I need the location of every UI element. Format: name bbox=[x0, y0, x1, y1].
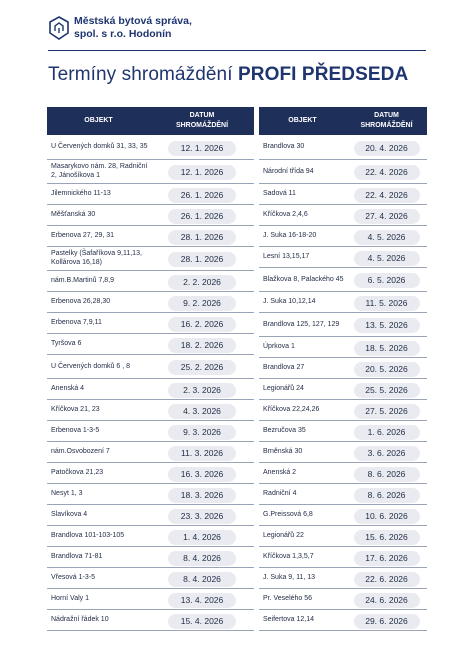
column-header-date: DATUM SHROMÁŽDĚNÍ bbox=[346, 107, 427, 135]
table-row bbox=[47, 159, 254, 183]
title-bold: PROFI PŘEDSEDA bbox=[237, 64, 409, 85]
table-row bbox=[259, 246, 427, 267]
date-cell bbox=[346, 525, 427, 546]
date-cell bbox=[150, 462, 254, 483]
date-badge: 8. 6. 2026 bbox=[354, 488, 420, 503]
date-badge: 12. 1. 2026 bbox=[168, 141, 236, 156]
object-cell: Slavíkova 4 bbox=[47, 504, 150, 525]
object-cell: nám.B.Martinů 7,8,9 bbox=[47, 270, 150, 291]
object-cell: Legionářů 22 bbox=[259, 525, 346, 546]
date-cell bbox=[346, 225, 427, 246]
date-cell bbox=[346, 267, 427, 291]
date-badge: 9. 3. 2026 bbox=[168, 425, 236, 440]
table-row bbox=[47, 333, 254, 354]
object-cell: Erbenova 1-3-5 bbox=[47, 420, 150, 441]
object-cell: Brandlova 27 bbox=[259, 357, 346, 378]
table-row bbox=[47, 225, 254, 246]
object-cell: Nesyt 1, 3 bbox=[47, 483, 150, 504]
date-badge: 2. 2. 2026 bbox=[168, 275, 236, 290]
date-badge: 23. 3. 2026 bbox=[168, 509, 236, 524]
date-cell bbox=[346, 204, 427, 225]
table-row bbox=[259, 420, 427, 441]
date-cell bbox=[150, 225, 254, 246]
table-row bbox=[47, 567, 254, 588]
logo-icon bbox=[48, 16, 70, 40]
object-cell: G.Preissová 6,8 bbox=[259, 504, 346, 525]
object-cell: Bezručova 35 bbox=[259, 420, 346, 441]
object-cell: Pr. Veselého 56 bbox=[259, 588, 346, 609]
date-badge: 1. 6. 2026 bbox=[354, 425, 420, 440]
date-cell bbox=[150, 588, 254, 609]
object-cell: Brandlova 101-103-105 bbox=[47, 525, 150, 546]
date-badge: 3. 6. 2026 bbox=[354, 446, 420, 461]
date-cell bbox=[346, 135, 427, 159]
object-cell: Sadová 11 bbox=[259, 183, 346, 204]
table-row bbox=[47, 183, 254, 204]
table-row bbox=[259, 204, 427, 225]
date-badge: 8. 6. 2026 bbox=[354, 467, 420, 482]
table-row bbox=[259, 483, 427, 504]
date-badge: 27. 4. 2026 bbox=[354, 209, 420, 224]
schedule-rows-right bbox=[259, 135, 427, 630]
column-header-date: DATUM SHROMÁŽDĚNÍ bbox=[150, 107, 254, 135]
object-cell: Národní třída 94 bbox=[259, 159, 346, 183]
object-cell: U Červených domků 6 , 8 bbox=[47, 354, 150, 378]
date-cell bbox=[150, 609, 254, 630]
table-row bbox=[259, 336, 427, 357]
object-cell: Brandlova 30 bbox=[259, 135, 346, 159]
date-cell bbox=[150, 441, 254, 462]
page-title bbox=[48, 64, 408, 86]
date-badge: 27. 5. 2026 bbox=[354, 404, 420, 419]
organization-name bbox=[74, 15, 192, 41]
date-cell bbox=[346, 159, 427, 183]
date-cell bbox=[150, 333, 254, 354]
table-row bbox=[259, 225, 427, 246]
table-row bbox=[259, 567, 427, 588]
date-cell bbox=[346, 462, 427, 483]
date-cell bbox=[346, 399, 427, 420]
date-badge: 26. 1. 2026 bbox=[168, 209, 236, 224]
date-badge: 18. 2. 2026 bbox=[168, 338, 236, 353]
table-row bbox=[47, 441, 254, 462]
table-row bbox=[259, 183, 427, 204]
object-cell: Seifertova 12,14 bbox=[259, 609, 346, 630]
date-cell bbox=[150, 312, 254, 333]
table-row bbox=[47, 291, 254, 312]
date-badge: 10. 6. 2026 bbox=[354, 509, 420, 524]
date-cell bbox=[150, 504, 254, 525]
table-row bbox=[47, 399, 254, 420]
date-cell bbox=[346, 183, 427, 204]
date-cell bbox=[346, 588, 427, 609]
object-cell: Kříčkova 2,4,6 bbox=[259, 204, 346, 225]
table-row bbox=[259, 609, 427, 630]
date-cell bbox=[150, 525, 254, 546]
table-row bbox=[47, 525, 254, 546]
date-badge: 18. 5. 2026 bbox=[354, 341, 420, 356]
date-cell bbox=[150, 135, 254, 159]
table-row bbox=[47, 546, 254, 567]
table-row bbox=[47, 378, 254, 399]
object-cell: Masarykovo nám. 28, Radniční 2, Jánošíkova 1 bbox=[47, 159, 150, 183]
org-line-2: spol. s r.o. Hodonín bbox=[74, 28, 172, 40]
object-cell: Brandlova 71-81 bbox=[47, 546, 150, 567]
date-badge: 4. 3. 2026 bbox=[168, 404, 236, 419]
date-cell bbox=[150, 270, 254, 291]
table-row bbox=[259, 525, 427, 546]
title-prefix: Termíny shromáždění bbox=[48, 64, 233, 85]
header-divider bbox=[48, 50, 426, 51]
date-badge: 25. 2. 2026 bbox=[168, 360, 236, 375]
date-badge: 8. 4. 2026 bbox=[168, 572, 236, 587]
table-row bbox=[47, 504, 254, 525]
date-cell bbox=[150, 291, 254, 312]
object-cell: Kříčkova 21, 23 bbox=[47, 399, 150, 420]
object-cell: Kříčkova 1,3,5,7 bbox=[259, 546, 346, 567]
date-badge: 25. 5. 2026 bbox=[354, 383, 420, 398]
date-cell bbox=[150, 204, 254, 225]
table-row bbox=[259, 135, 427, 159]
table-row bbox=[47, 204, 254, 225]
table-row bbox=[259, 378, 427, 399]
date-cell bbox=[346, 246, 427, 267]
table-row bbox=[259, 546, 427, 567]
date-badge: 16. 2. 2026 bbox=[168, 317, 236, 332]
table-row bbox=[259, 312, 427, 336]
object-cell: Erbenova 27, 29, 31 bbox=[47, 225, 150, 246]
date-badge: 20. 5. 2026 bbox=[354, 362, 420, 377]
date-badge: 9. 2. 2026 bbox=[168, 296, 236, 311]
object-cell: Lesní 13,15,17 bbox=[259, 246, 346, 267]
date-cell bbox=[150, 159, 254, 183]
date-cell bbox=[150, 546, 254, 567]
date-cell bbox=[346, 291, 427, 312]
date-badge: 12. 1. 2026 bbox=[168, 165, 236, 180]
date-badge: 15. 6. 2026 bbox=[354, 530, 420, 545]
object-cell: Erbenova 26,28,30 bbox=[47, 291, 150, 312]
schedule-rows-left bbox=[47, 135, 254, 630]
object-cell: Blažkova 8, Palackého 45 bbox=[259, 267, 346, 291]
object-cell: nám.Osvobození 7 bbox=[47, 441, 150, 462]
object-cell: Patočkova 21,23 bbox=[47, 462, 150, 483]
table-row bbox=[259, 291, 427, 312]
object-cell: Vřesová 1-3-5 bbox=[47, 567, 150, 588]
object-cell: Brandlova 125, 127, 129 bbox=[259, 312, 346, 336]
table-row bbox=[47, 312, 254, 333]
table-row bbox=[259, 159, 427, 183]
table-row bbox=[47, 483, 254, 504]
object-cell: Horní Valy 1 bbox=[47, 588, 150, 609]
schedule-table-left bbox=[47, 107, 254, 631]
table-row bbox=[259, 441, 427, 462]
date-cell bbox=[346, 483, 427, 504]
date-cell bbox=[346, 336, 427, 357]
date-badge: 2. 3. 2026 bbox=[168, 383, 236, 398]
date-cell bbox=[150, 483, 254, 504]
date-cell bbox=[150, 420, 254, 441]
table-row bbox=[47, 420, 254, 441]
table-row bbox=[47, 354, 254, 378]
object-cell: Tyršova 6 bbox=[47, 333, 150, 354]
column-header-object: OBJEKT bbox=[259, 107, 346, 135]
table-row bbox=[47, 609, 254, 630]
date-cell bbox=[150, 354, 254, 378]
date-cell bbox=[150, 567, 254, 588]
table-row bbox=[47, 588, 254, 609]
date-cell bbox=[346, 378, 427, 399]
date-cell bbox=[346, 312, 427, 336]
table-row bbox=[47, 462, 254, 483]
date-cell bbox=[150, 399, 254, 420]
date-badge: 24. 6. 2026 bbox=[354, 593, 420, 608]
org-line-1: Městská bytová správa, bbox=[74, 15, 192, 27]
object-cell: Legionářů 24 bbox=[259, 378, 346, 399]
date-badge: 13. 4. 2026 bbox=[168, 593, 236, 608]
object-cell: Úprkova 1 bbox=[259, 336, 346, 357]
date-badge: 15. 4. 2026 bbox=[168, 614, 236, 629]
schedule-table-right bbox=[259, 107, 427, 631]
object-cell: U Červených domků 31, 33, 35 bbox=[47, 135, 150, 159]
table-row bbox=[259, 399, 427, 420]
object-cell: Anenská 2 bbox=[259, 462, 346, 483]
date-badge: 4. 5. 2026 bbox=[354, 251, 420, 266]
table-row bbox=[259, 588, 427, 609]
date-badge: 28. 1. 2026 bbox=[168, 230, 236, 245]
date-badge: 6. 5. 2026 bbox=[354, 273, 420, 288]
table-header-row bbox=[47, 107, 254, 135]
table-header-row bbox=[259, 107, 427, 135]
column-header-object: OBJEKT bbox=[47, 107, 150, 135]
date-cell bbox=[346, 567, 427, 588]
date-badge: 11. 5. 2026 bbox=[354, 296, 420, 311]
table-row bbox=[47, 135, 254, 159]
date-cell bbox=[346, 546, 427, 567]
object-cell: Anenská 4 bbox=[47, 378, 150, 399]
date-badge: 22. 4. 2026 bbox=[354, 165, 420, 180]
object-cell: Kříčkova 22,24,26 bbox=[259, 399, 346, 420]
date-badge: 26. 1. 2026 bbox=[168, 188, 236, 203]
date-cell bbox=[150, 378, 254, 399]
date-badge: 20. 4. 2026 bbox=[354, 141, 420, 156]
date-cell bbox=[150, 183, 254, 204]
object-cell: J. Suka 10,12,14 bbox=[259, 291, 346, 312]
object-cell: Nádražní řádek 10 bbox=[47, 609, 150, 630]
date-badge: 28. 1. 2026 bbox=[168, 252, 236, 267]
object-cell: Radniční 4 bbox=[259, 483, 346, 504]
date-badge: 16. 3. 2026 bbox=[168, 467, 236, 482]
date-cell bbox=[346, 441, 427, 462]
date-cell bbox=[150, 246, 254, 270]
table-row bbox=[47, 270, 254, 291]
date-badge: 18. 3. 2026 bbox=[168, 488, 236, 503]
table-row bbox=[259, 462, 427, 483]
object-cell: Pastelky (Šafaříkova 9,11,13, Kollárova 16,18) bbox=[47, 246, 150, 270]
date-cell bbox=[346, 357, 427, 378]
date-cell bbox=[346, 504, 427, 525]
table-row bbox=[259, 504, 427, 525]
date-badge: 11. 3. 2026 bbox=[168, 446, 236, 461]
object-cell: J. Suka 16-18-20 bbox=[259, 225, 346, 246]
date-badge: 1. 4. 2026 bbox=[168, 530, 236, 545]
object-cell: Jilemnického 11-13 bbox=[47, 183, 150, 204]
object-cell: J. Suka 9, 11, 13 bbox=[259, 567, 346, 588]
date-badge: 22. 4. 2026 bbox=[354, 188, 420, 203]
date-cell bbox=[346, 609, 427, 630]
table-row bbox=[259, 267, 427, 291]
date-badge: 22. 6. 2026 bbox=[354, 572, 420, 587]
date-cell bbox=[346, 420, 427, 441]
date-badge: 17. 6. 2026 bbox=[354, 551, 420, 566]
date-badge: 4. 5. 2026 bbox=[354, 230, 420, 245]
object-cell: Brněnská 30 bbox=[259, 441, 346, 462]
object-cell: Měšťanská 30 bbox=[47, 204, 150, 225]
object-cell: Erbenova 7,9,11 bbox=[47, 312, 150, 333]
table-row bbox=[259, 357, 427, 378]
date-badge: 29. 6. 2026 bbox=[354, 614, 420, 629]
date-badge: 8. 4. 2026 bbox=[168, 551, 236, 566]
table-row bbox=[47, 246, 254, 270]
date-badge: 13. 5. 2026 bbox=[354, 318, 420, 333]
